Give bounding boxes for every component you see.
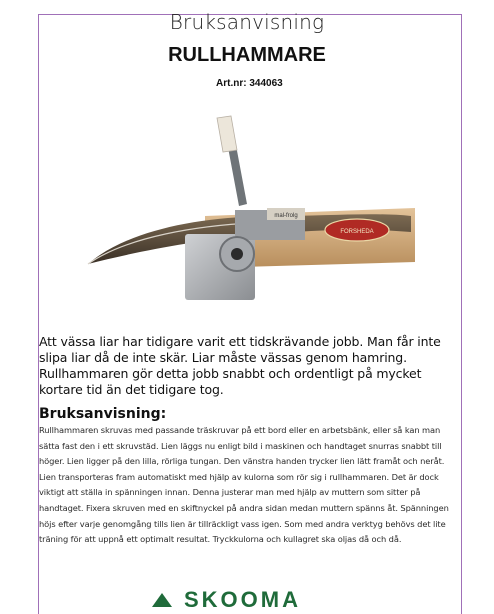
badge-label: FORSHEDA [340, 229, 374, 235]
crank-handle [217, 116, 237, 152]
brand-name: SKOOMA [184, 587, 301, 607]
brand-logo [150, 585, 370, 607]
brand-arrow-icon [152, 593, 172, 607]
product-title: RULLHAMMARE [168, 44, 326, 66]
document-kicker: Bruksanvisning [169, 10, 325, 34]
tool-label: mal-frolg [274, 213, 298, 219]
product-photo [85, 112, 415, 312]
instructions-paragraph: Rullhammaren skruvas med passande träskruvar på ett bord eller en arbetsbänk, eller så kan man sätta fast den i ett skruvstäd. Lien läggs nu enligt bild i maskinen och handtaget snurras snabbt till höger. Lien ligger på den lilla, rörliga tungan. Den vänstra handen trycker lien lätt framåt och neråt. Lien transporteras fram automatiskt med hjälp av kulorna som rör sig i rullhammaren. Det är dock viktigt att ställa in spänningen innan. Denna justerar man med hjälp av muttern som sitter på handtaget. Fixera skruven med en skiftnyckel på andra sidan medan muttern spänns åt. Spänningen höjs efter varje genomgång tills lien är tillräckligt vass igen. Som med andra verktyg behövs det lite träning för att uppnå ett optimalt resultat. Tryckkulorna och kullagret ska oljas då och då. [39, 425, 449, 545]
article-number: Art.nr: 344063 [216, 78, 283, 89]
intro-paragraph: Att vässa liar har tidigare varit ett tidskrävande jobb. Man får inte slipa liar då de inte skär. Liar måste vässas genom hamring. Rullhammaren gör detta jobb snabbt och ordentligt på mycket kortare tid än det tidigare tog. [39, 334, 441, 397]
instructions-heading: Bruksanvisning: [39, 406, 167, 422]
